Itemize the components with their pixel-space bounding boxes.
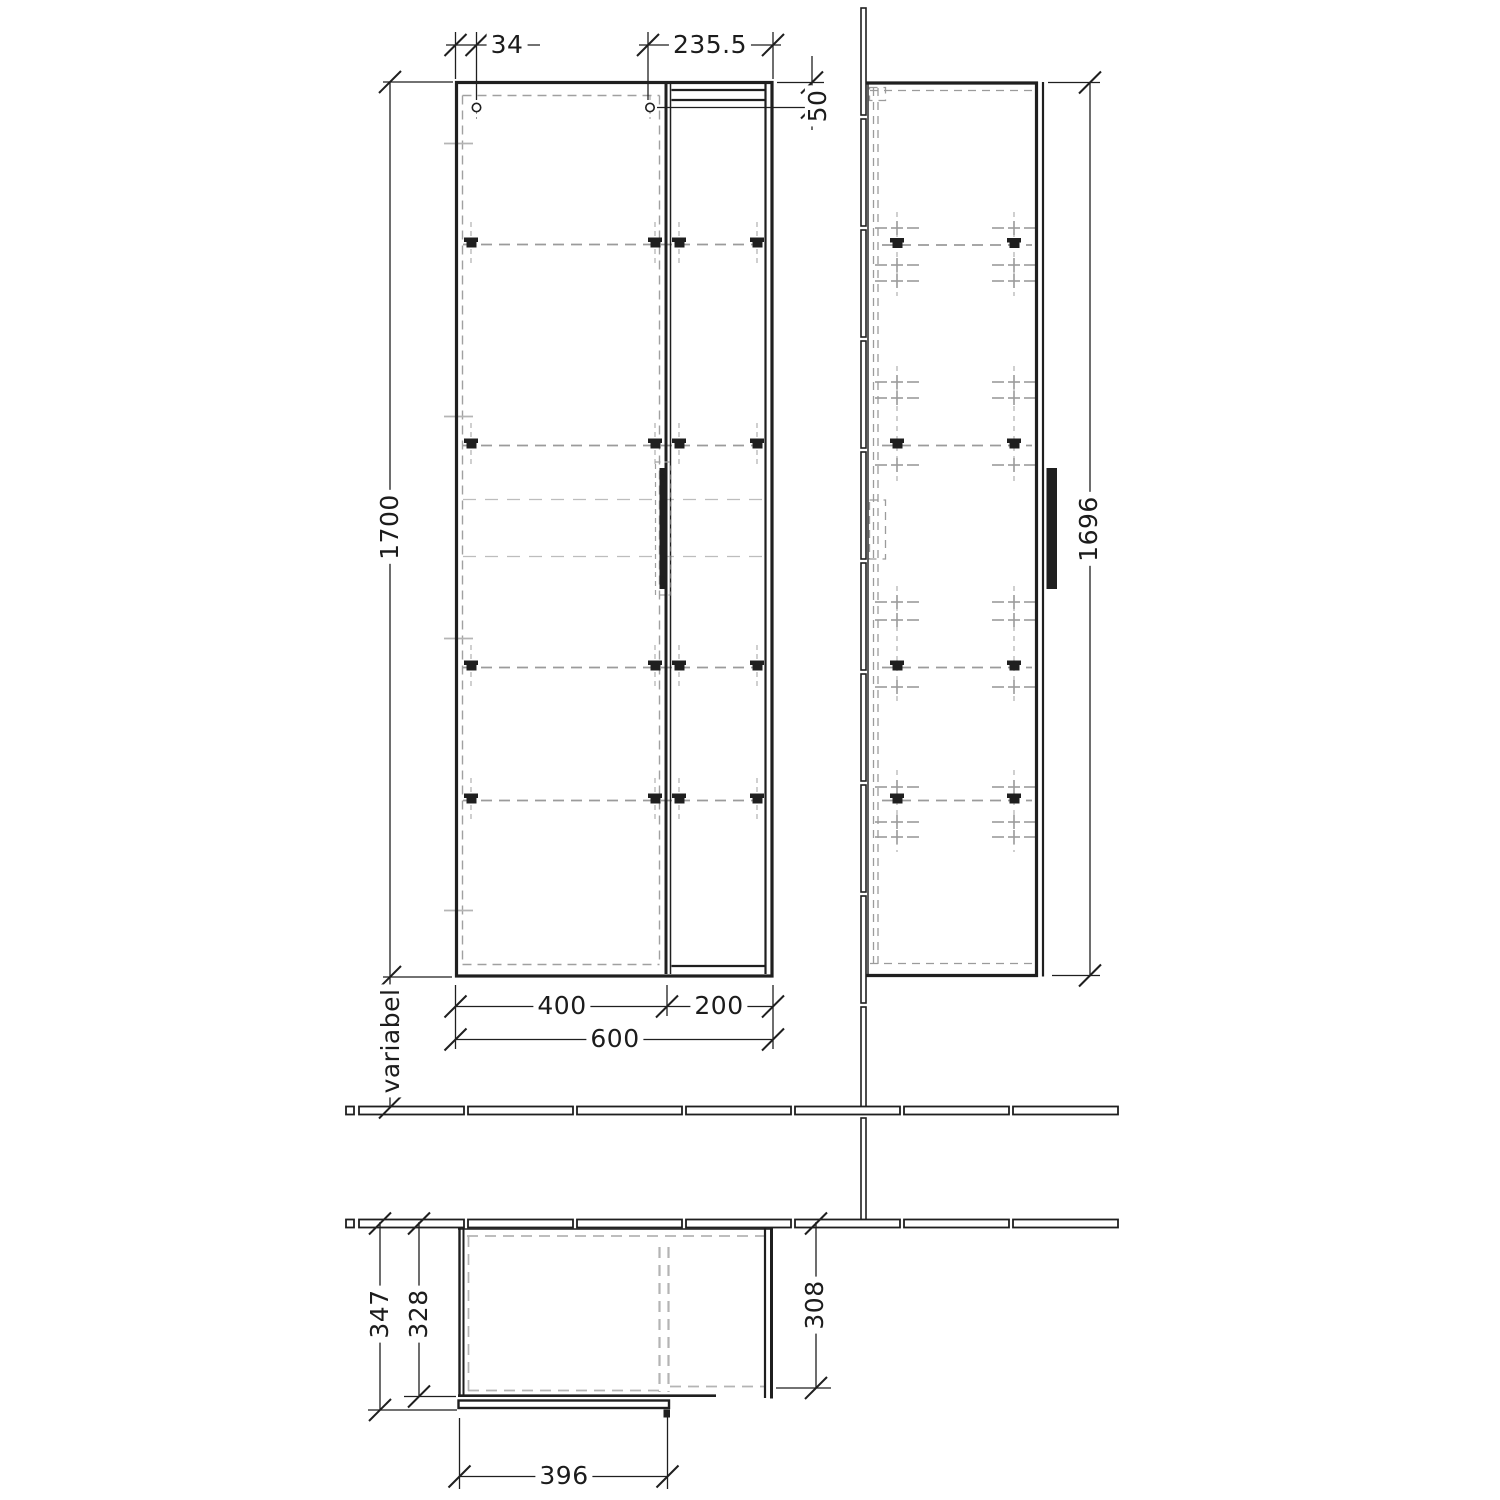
shelf-clip-icon xyxy=(890,439,904,449)
front-view xyxy=(444,83,772,977)
dim-label-hole-offset: 34 xyxy=(487,32,528,58)
handle-bar xyxy=(660,468,667,589)
dim-label-depth-with-door: 347 xyxy=(367,1285,393,1342)
shelf-clip-icon xyxy=(464,439,478,449)
shelf-clip-icon xyxy=(672,238,686,248)
floor-line xyxy=(346,1107,1118,1115)
side-drill-columns xyxy=(897,212,1014,852)
front-mid-hidden-lines xyxy=(463,500,763,557)
front-door-handle xyxy=(656,462,671,595)
side-door-handle xyxy=(1047,468,1058,589)
drill-cross-icon xyxy=(992,815,1036,829)
drill-cross-icon xyxy=(992,595,1036,609)
plan-door-handle xyxy=(664,1410,671,1418)
front-door-hidden-outline xyxy=(463,96,660,965)
drill-cross-icon xyxy=(992,458,1036,472)
dimensions xyxy=(368,32,1101,1489)
shelf-clip-icon xyxy=(648,794,662,804)
plan-carcass xyxy=(458,1228,772,1399)
front-shelf-pin-columns xyxy=(471,222,757,823)
drill-cross-icon xyxy=(992,613,1036,627)
side-shelf-lines xyxy=(882,245,1032,801)
dim-label-carcass-depth: 328 xyxy=(406,1285,432,1342)
plan-door-panel xyxy=(459,1401,670,1409)
plan-wall-line xyxy=(346,1220,1118,1228)
shelf-clip-icon xyxy=(890,661,904,671)
drill-cross-icon xyxy=(875,830,919,844)
mounting-hole-icon xyxy=(472,103,480,111)
shelf-clip-icon xyxy=(464,661,478,671)
drill-cross-icon xyxy=(992,391,1036,405)
shelf-clip-icon xyxy=(1007,439,1021,449)
shelf-clip-icon xyxy=(750,238,764,248)
drill-cross-icon xyxy=(875,613,919,627)
mounting-hole-icon xyxy=(646,103,654,111)
shelf-clip-icon xyxy=(1007,661,1021,671)
dim-label-door-height: 1696 xyxy=(1076,492,1102,566)
drill-cross-icon xyxy=(992,274,1036,288)
shelf-clip-icon xyxy=(1007,794,1021,804)
shelf-clip-icon xyxy=(464,794,478,804)
drill-cross-icon xyxy=(875,258,919,272)
shelf-clip-icon xyxy=(672,661,686,671)
drill-cross-icon xyxy=(875,595,919,609)
dim-label-hole-to-edge: 235.5 xyxy=(669,32,751,58)
mounting-holes xyxy=(472,96,654,119)
drill-cross-icon xyxy=(875,680,919,694)
drill-cross-icon xyxy=(992,830,1036,844)
drill-cross-icon xyxy=(992,780,1036,794)
drill-cross-icon xyxy=(875,458,919,472)
plan-view xyxy=(458,1228,772,1418)
drill-cross-icon xyxy=(875,815,919,829)
shelf-clip-icon xyxy=(890,794,904,804)
dim-label-open-section-width: 200 xyxy=(690,993,747,1019)
drill-cross-icon xyxy=(992,680,1036,694)
front-shelf-lines xyxy=(463,245,763,801)
shelf-clip-icon xyxy=(464,238,478,248)
dim-label-door-width: 396 xyxy=(535,1463,592,1489)
shelf-clip-icon xyxy=(750,439,764,449)
shelf-clip-icon xyxy=(890,238,904,248)
shelf-clip-icon xyxy=(648,661,662,671)
dim-label-open-section-depth: 308 xyxy=(802,1276,828,1333)
front-carcass-outline xyxy=(457,83,773,977)
drill-cross-icon xyxy=(875,274,919,288)
shelf-clip-icon xyxy=(672,439,686,449)
shelf-clip-icon xyxy=(750,794,764,804)
side-hidden-lines xyxy=(870,88,1036,969)
drill-cross-icon xyxy=(992,221,1036,235)
wall-line xyxy=(861,8,866,1225)
shelf-clip-icon xyxy=(648,238,662,248)
drill-cross-icon xyxy=(992,375,1036,389)
shelf-clip-icon xyxy=(1007,238,1021,248)
dim-label-total-height: 1700 xyxy=(377,490,403,564)
side-drill-crosses xyxy=(875,221,1036,844)
front-open-section-panels xyxy=(672,84,766,974)
dim-label-door-section-width: 400 xyxy=(533,993,590,1019)
drill-cross-icon xyxy=(875,780,919,794)
drill-cross-icon xyxy=(992,258,1036,272)
drill-cross-icon xyxy=(875,391,919,405)
drill-cross-icon xyxy=(875,221,919,235)
dim-label-top-to-hole: 50 xyxy=(805,86,831,127)
dim-label-total-width: 600 xyxy=(586,1026,643,1052)
shelf-clip-icon xyxy=(750,661,764,671)
front-shelf-clips xyxy=(464,238,764,804)
dim-top-to-hole-50 xyxy=(657,56,824,130)
plan-hidden-lines xyxy=(467,1236,766,1392)
drill-cross-icon xyxy=(875,375,919,389)
dim-label-bottom-clearance: variabel xyxy=(378,985,404,1098)
side-shelf-clips xyxy=(890,238,1021,804)
side-view xyxy=(866,82,1057,978)
side-carcass-outline xyxy=(866,82,1038,978)
shelf-clip-icon xyxy=(672,794,686,804)
shelf-clip-icon xyxy=(648,439,662,449)
